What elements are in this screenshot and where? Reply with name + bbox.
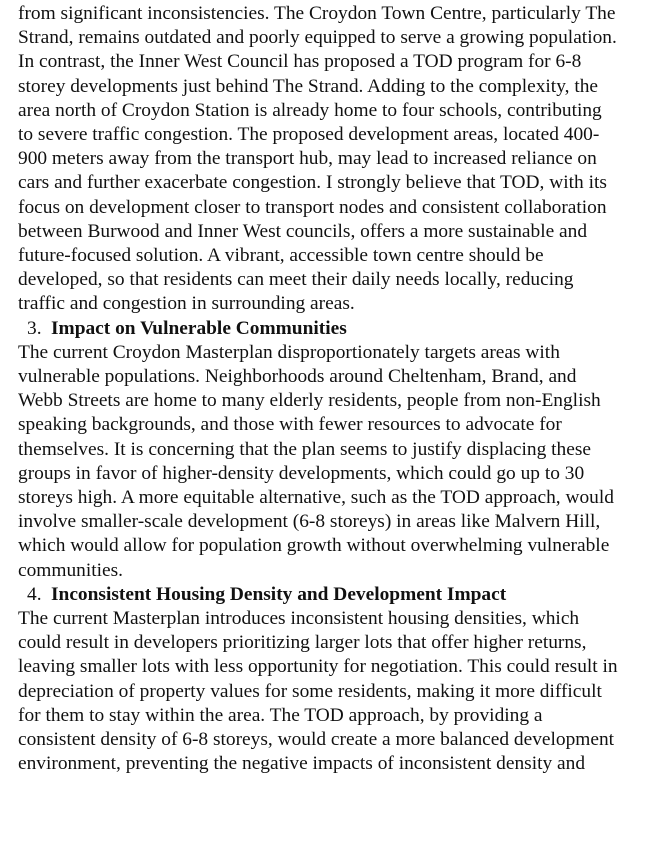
text-line: In contrast, the Inner West Council has proposed a TOD program for 6-8 [18, 51, 582, 73]
text-line: between Burwood and Inner West councils, offers a more sustainable and [18, 220, 588, 242]
text-line: groups in favor of higher-density developments, which could go up to 30 [18, 462, 585, 484]
text-line: which would allow for population growth without overwhelming vulnerable [18, 535, 610, 557]
text-line: Webb Streets are home to many elderly residents, people from non-English [18, 390, 601, 412]
text-line: from significant inconsistencies. The Croydon Town Centre, particularly The [18, 3, 616, 24]
text-line: developed, so that residents can meet their daily needs locally, reducing [18, 269, 574, 291]
text-line: Strand, remains outdated and poorly equipped to serve a growing population. [18, 27, 617, 49]
text-line: vulnerable populations. Neighborhoods around Cheltenham, Brand, and [18, 366, 577, 388]
text-line: for them to stay within the area. The TOD approach, by providing a [18, 704, 543, 726]
text-line: focus on development closer to transport nodes and consistent collaboration [18, 196, 607, 218]
text-line: cars and further exacerbate congestion. I strongly believe that TOD, with its [18, 172, 607, 194]
text-line: to severe traffic congestion. The proposed development areas, located 400- [18, 124, 600, 146]
text-line: themselves. It is concerning that the plan seems to justify displacing these [18, 438, 591, 460]
text-line: leaving smaller lots with less opportunity for negotiation. This could result in [18, 656, 618, 678]
section-4-paragraph [18, 607, 642, 776]
text-line: future-focused solution. A vibrant, accessible town centre should be [18, 245, 544, 267]
document-page [18, 2, 642, 777]
text-line: traffic and congestion in surrounding areas. [18, 293, 355, 315]
text-line: depreciation of property values for some residents, making it more difficult [18, 680, 602, 702]
section-4-number: 4. [27, 583, 42, 605]
text-line: The current Masterplan introduces inconsistent housing densities, which [18, 608, 580, 630]
section-3-heading [18, 317, 642, 341]
text-line: storey developments just behind The Strand. Adding to the complexity, the [18, 75, 599, 97]
text-line: consistent density of 6-8 storeys, would create a more balanced development [18, 729, 615, 751]
text-line: involve smaller-scale development (6-8 storeys) in areas like Malvern Hill, [18, 511, 601, 533]
section-4-title: Inconsistent Housing Density and Development Impact [51, 583, 507, 605]
text-line: The current Croydon Masterplan disproportionately targets areas with [18, 341, 560, 363]
text-line: area north of Croydon Station is already home to four schools, contributing [18, 99, 602, 121]
text-line: speaking backgrounds, and those with fewer resources to advocate for [18, 414, 562, 436]
section-4-heading [18, 583, 642, 607]
text-line: storeys high. A more equitable alternative, such as the TOD approach, would [18, 487, 614, 509]
text-line: 900 meters away from the transport hub, may lead to increased reliance on [18, 148, 597, 170]
text-line: communities. [18, 559, 124, 581]
section-3-number: 3. [27, 317, 42, 339]
text-line: could result in developers prioritizing larger lots that offer higher returns, [18, 632, 587, 654]
section-3-paragraph [18, 341, 642, 583]
intro-paragraph [18, 2, 642, 317]
section-3-title: Impact on Vulnerable Communities [51, 317, 347, 339]
text-line: environment, preventing the negative impacts of inconsistent density and [18, 753, 586, 775]
